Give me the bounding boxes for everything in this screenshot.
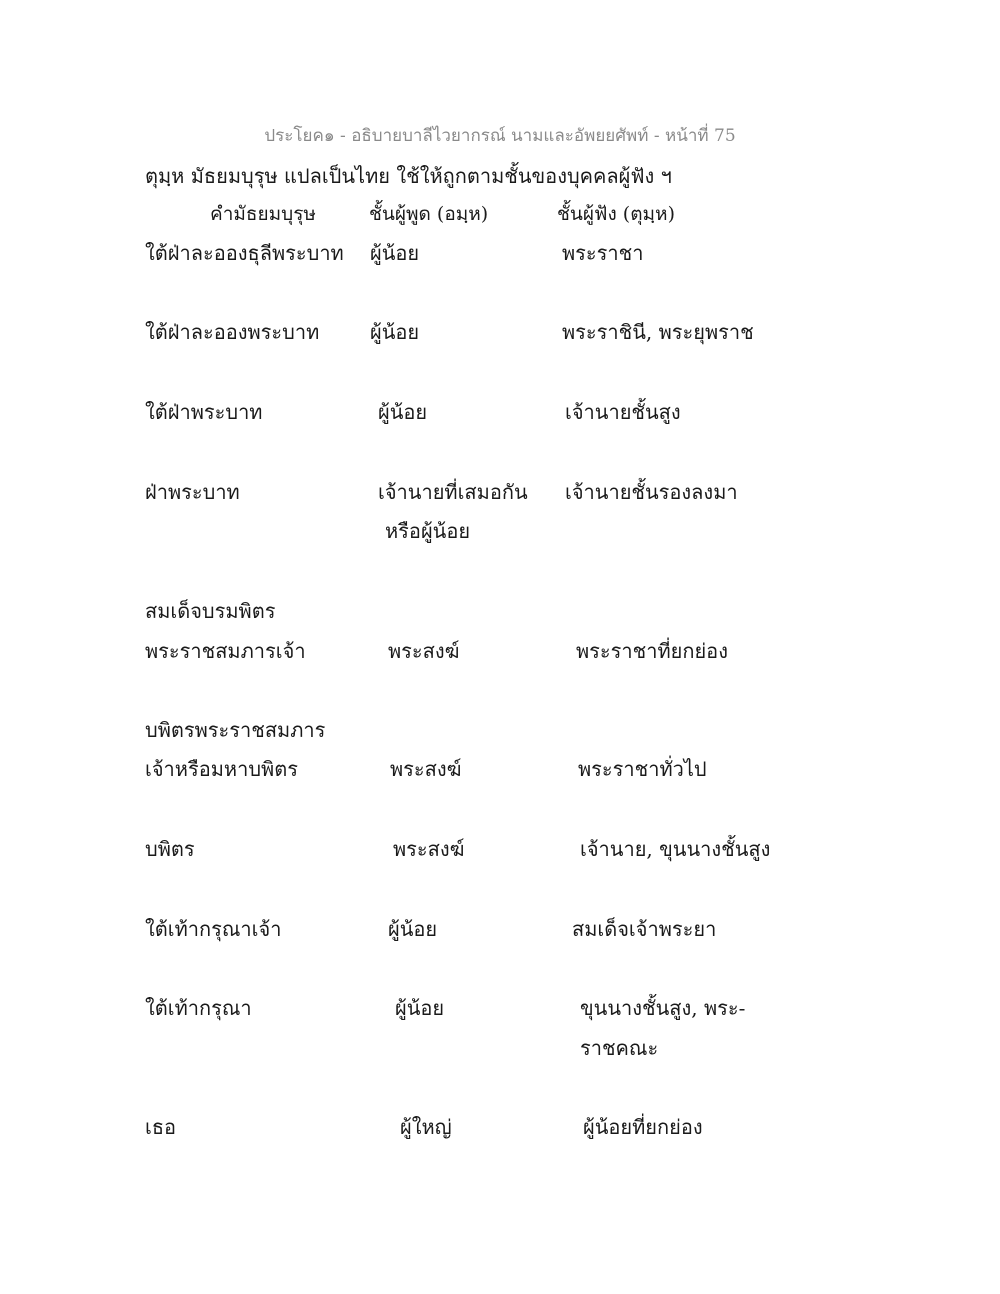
row-4-word: ฝ่าพระบาท <box>145 480 240 504</box>
column-header-listener: ชั้นผู้ฟัง (ตุมฺห) <box>557 203 675 225</box>
row-2-listener: พระราชินี, พระยุพราช <box>562 320 754 344</box>
row-10-word: เธอ <box>145 1115 177 1139</box>
row-10-speaker: ผู้ใหญ่ <box>400 1115 452 1139</box>
row-5-word-line-1: สมเด็จบรมพิตร <box>145 599 276 623</box>
row-6-word-line-1: บพิตรพระราชสมภาร <box>145 718 326 742</box>
row-3-word: ใต้ฝ่าพระบาท <box>145 400 263 424</box>
row-2-speaker: ผู้น้อย <box>370 320 420 344</box>
row-8-speaker: ผู้น้อย <box>388 917 438 941</box>
row-6-word-line-2: เจ้าหรือมหาบพิตร <box>145 757 298 781</box>
row-10-listener: ผู้น้อยที่ยกย่อง <box>583 1115 703 1139</box>
row-4-listener: เจ้านายชั้นรองลงมา <box>565 480 738 504</box>
row-5-speaker: พระสงฆ์ <box>388 639 460 663</box>
row-6-speaker: พระสงฆ์ <box>390 757 462 781</box>
column-header-speaker: ชั้นผู้พูด (อมฺห) <box>369 203 489 225</box>
intro-sentence: ตุมฺห มัธยมบุรุษ แปลเป็นไทย ใช้ให้ถูกตามชั้นของบุคคลผู้ฟัง ฯ <box>145 164 672 188</box>
row-2-word: ใต้ฝ่าละอองพระบาท <box>145 320 320 344</box>
row-9-listener-line-1: ขุนนางชั้นสูง, พระ- <box>580 996 746 1020</box>
row-9-listener-line-2: ราชคณะ <box>580 1036 659 1060</box>
row-1-listener: พระราชา <box>562 241 644 265</box>
row-8-word: ใต้เท้ากรุณาเจ้า <box>145 917 282 941</box>
row-3-listener: เจ้านายชั้นสูง <box>565 400 681 424</box>
row-8-listener: สมเด็จเจ้าพระยา <box>572 917 717 941</box>
row-9-speaker: ผู้น้อย <box>395 996 445 1020</box>
row-5-word-line-2: พระราชสมภารเจ้า <box>145 639 306 663</box>
row-1-word: ใต้ฝ่าละอองธุลีพระบาท <box>145 241 344 265</box>
row-6-listener: พระราชาทั่วไป <box>578 757 707 781</box>
row-4-speaker-line-2: หรือผู้น้อย <box>385 519 471 543</box>
column-header-word: คำมัธยมบุรุษ <box>210 203 316 225</box>
row-7-listener: เจ้านาย, ขุนนางชั้นสูง <box>580 837 771 861</box>
row-3-speaker: ผู้น้อย <box>378 400 428 424</box>
row-4-speaker-line-1: เจ้านายที่เสมอกัน <box>378 480 528 504</box>
page-header: ประโยค๑ - อธิบายบาลีไวยากรณ์ นามและอัพยยศัพท์ - หน้าที่ 75 <box>264 126 736 146</box>
row-7-word: บพิตร <box>145 837 195 861</box>
row-7-speaker: พระสงฆ์ <box>393 837 465 861</box>
row-1-speaker: ผู้น้อย <box>370 241 420 265</box>
row-9-word: ใต้เท้ากรุณา <box>145 996 252 1020</box>
row-5-listener: พระราชาที่ยกย่อง <box>576 639 728 663</box>
